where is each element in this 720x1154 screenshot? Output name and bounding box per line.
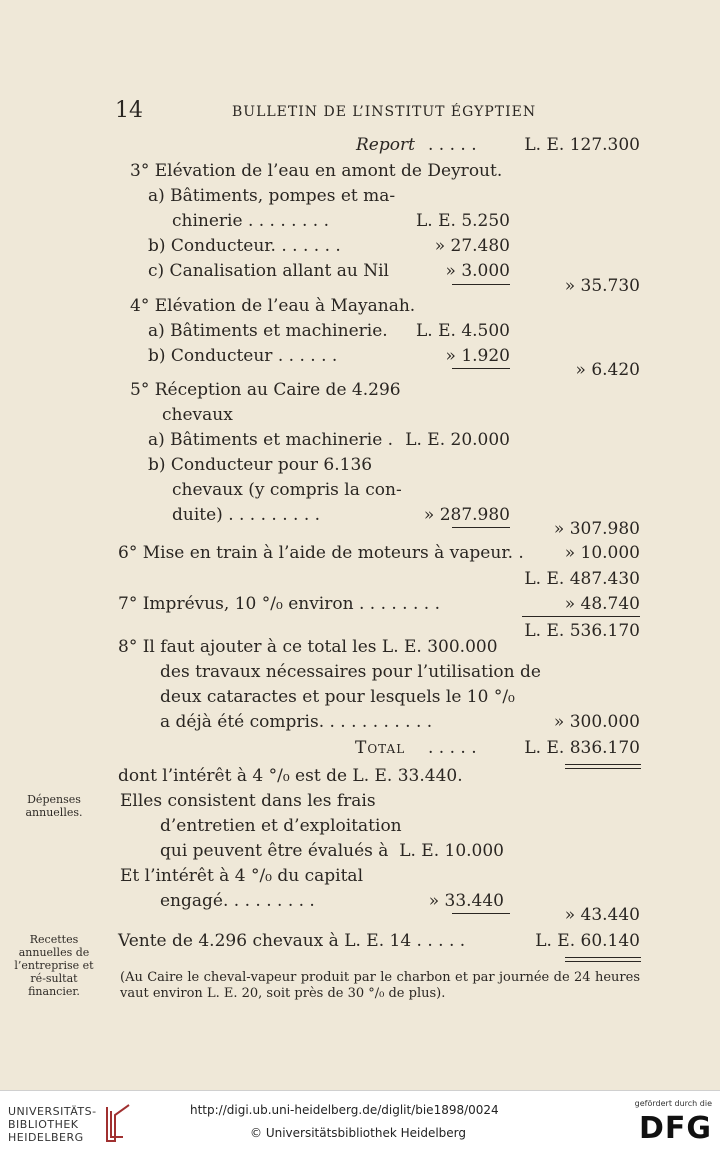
line-5-total: » 307.980 [553, 519, 640, 539]
line-5b-cont: chevaux (y compris la con- [172, 480, 402, 500]
line-5a: a) Bâtiments et machinerie . L. E. 20.000 [148, 430, 510, 450]
line-4b: b) Conducteur . . . . . . » 1.920 [148, 346, 510, 366]
line-3b: b) Conducteur. . . . . . . » 27.480 [148, 236, 510, 256]
line-capital: Et l’intérêt à 4 °/₀ du capital [120, 866, 364, 886]
line-item-6: 6° Mise en train à l’aide de moteurs à vapeur. . » 10.000 [118, 543, 640, 563]
line-8-cont2: deux cataractes et pour lesquels le 10 °/₀ [160, 687, 515, 707]
line-item-4: 4° Elévation de l’eau à Mayanah. [130, 296, 416, 316]
margin-note-depenses: Dépenses annuelles. [25, 793, 83, 819]
sum-rule [522, 616, 640, 617]
line-sale: Vente de 4.296 chevaux à L. E. 14 . . . . . L. E. 60.140 [118, 931, 640, 951]
line-item-3: 3° Elévation de l’eau en amont de Deyrout. [130, 161, 503, 181]
line-sum-1: L. E. 487.430 [524, 569, 640, 589]
line-8-cont: des travaux nécessaires pour l’utilisation de [160, 662, 541, 682]
line-costs-cont: d’entretien et d’exploitation [160, 816, 402, 836]
running-title: BULLETIN DE L’INSTITUT ÉGYPTIEN [232, 104, 537, 120]
line-3c: c) Canalisation allant au Nil » 3.000 [148, 261, 510, 281]
line-5b-cont2: duite) . . . . . . . . . » 287.980 [172, 505, 510, 525]
page-number: 14 [115, 98, 143, 123]
line-costs-cont2: qui peuvent être évalués à L. E. 10.000 [160, 841, 504, 861]
total-rule [565, 957, 641, 958]
line-3a: a) Bâtiments, pompes et ma- [148, 186, 396, 206]
line-capital-cont: engagé. . . . . . . . . » 33.440 [160, 891, 504, 911]
line-sum-2: L. E. 536.170 [524, 621, 640, 641]
line-item-8: 8° Il faut ajouter à ce total les L. E. 300.000 [118, 637, 498, 657]
library-logo-icon [103, 1101, 133, 1143]
margin-note-recettes: Recettes annuelles de l’entreprise et ré-sultat financier. [14, 933, 94, 998]
line-total: Total . . . . . L. E. 836.170 [355, 738, 640, 758]
line-interest: dont l’intérêt à 4 °/₀ est de L. E. 33.440. [118, 766, 463, 786]
line-4-total: » 6.420 [575, 360, 640, 380]
library-name: UNIVERSITÄTS- BIBLIOTHEK HEIDELBERG [8, 1105, 97, 1144]
line-3a-cont: chinerie . . . . . . . . L. E. 5.250 [172, 211, 510, 231]
dfg-logo: DFG [638, 1111, 712, 1146]
library-footer [0, 1090, 720, 1154]
line-annual-total: » 43.440 [564, 905, 640, 925]
line-report: Report . . . . . L. E. 127.300 [356, 135, 640, 155]
page-header [0, 98, 720, 128]
line-5-cont: chevaux [162, 405, 233, 425]
permalink-link[interactable]: http://digi.ub.uni-heidelberg.de/diglit/bie1898/0024 [190, 1103, 499, 1117]
footnote: (Au Caire le cheval-vapeur produit par le charbon et par journée de 24 heures vaut environ L. E. 20, soit près de 30 °/₀ de plus). [120, 970, 640, 1001]
line-5b: b) Conducteur pour 6.136 [148, 455, 373, 475]
line-8-cont3: a déjà été compris. . . . . . . . . . . » 300.000 [160, 712, 640, 732]
total-rule [565, 961, 641, 962]
funding-note: gefördert durch die [634, 1099, 712, 1108]
line-3-total: » 35.730 [564, 276, 640, 296]
line-item-5: 5° Réception au Caire de 4.296 [130, 380, 401, 400]
line-4a: a) Bâtiments et machinerie. L. E. 4.500 [148, 321, 510, 341]
line-item-7: 7° Imprévus, 10 °/₀ environ . . . . . . . . » 48.740 [118, 594, 640, 614]
copyright-text: © Universitätsbibliothek Heidelberg [250, 1126, 467, 1140]
line-costs: Elles consistent dans les frais [120, 791, 376, 811]
